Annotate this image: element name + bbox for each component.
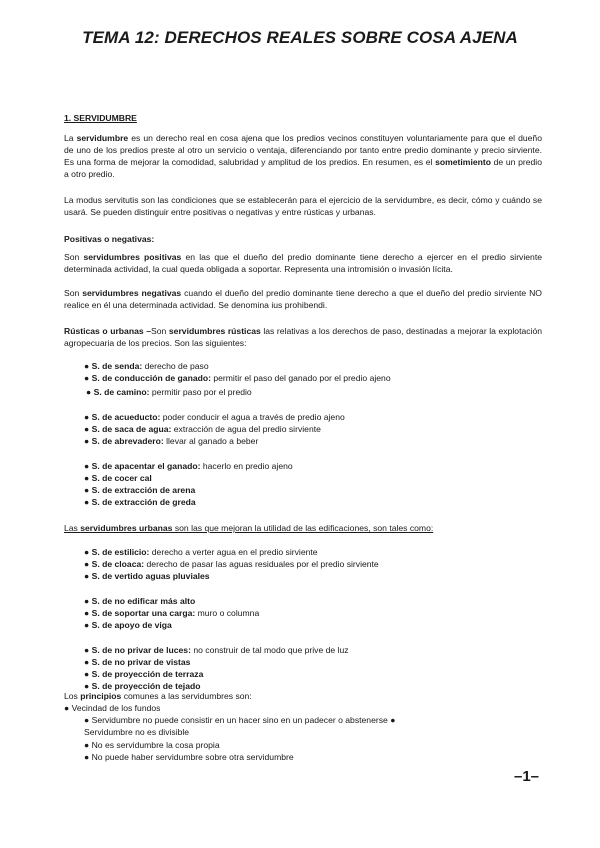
list-item: ● S. de soportar una carga: muro o columna [84,608,260,618]
list-item: ● S. de cloaca: derecho de pasar las aguas residuales por el predio sirviente [84,559,379,569]
list-item: ● S. de acueducto: poder conducir el agua a través de predio ajeno [84,412,345,422]
page-number: –1– [514,768,540,785]
intro-paragraph-1: La servidumbre es un derecho real en cosa ajena que los predios vecinos constituyen voluntariamente para que el dueño de uno de los predios preste al otro un servicio o ventaja, diferenciando por tanto entre predio dominante y precio sirviente. Es una forma de mejorar la comodidad, salubridad y amplitud de los predios. En resumen, es el sometimiento de un predio a otro predio. [64,133,542,179]
list-item: ● S. de no edificar más alto [84,596,196,606]
rusticas-urbanas-paragraph: Rústicas o urbanas –Son servidumbres rústicas las relativas a los derechos de paso, destinadas a mejorar la explotación agropecuaria de los precios. Son las siguientes: [64,326,543,348]
list-item: ● S. de apacentar el ganado: hacerlo en predio ajeno [84,461,293,471]
page-title: TEMA 12: DERECHOS REALES SOBRE COSA AJENA [82,28,518,47]
list-item: ● S. de cocer cal [84,473,152,483]
urbanas-paragraph: Las servidumbres urbanas son las que mejoran la utilidad de las edificaciones, son tales como: [64,523,434,533]
positivas-paragraph: Son servidumbres positivas en las que el dueño del predio dominante tiene derecho a ejercer en el predio sirviente determinada actividad, la cual queda obligada a soportar. Representa una intromisión o invasión lícita. [64,252,542,274]
list-item: ● S. de estilicio: derecho a verter agua en el predio sirviente [84,547,318,557]
list-item: ● S. de abrevadero: llevar al ganado a beber [84,436,259,446]
list-item: ● S. de apoyo de viga [84,620,172,630]
list-item: ● S. de proyección de tejado [84,681,201,691]
list-item: ● S. de camino: permitir paso por el predio [86,387,252,397]
list-item: Servidumbre no es divisible [84,727,190,737]
intro-paragraph-2: La modus servitutis son las condiciones que se establecerán para el ejercicio de la servidumbre, es decir, cómo y cuándo se usará. Se pueden distinguir entre positivas o negativas y entre rústicas y urbanas. [64,195,542,217]
list-item: ● S. de no privar de vistas [84,657,191,667]
list-item: ● Vecindad de los fundos [64,703,161,713]
list-item: ● S. de conducción de ganado: permitir el paso del ganado por el predio ajeno [84,373,391,383]
list-item: ● No es servidumbre la cosa propia [84,740,220,750]
list-item: ● S. de proyección de terraza [84,669,204,679]
list-item: ● No puede haber servidumbre sobre otra servidumbre [84,752,294,762]
list-item: ● S. de saca de agua: extracción de agua del predio sirviente [84,424,321,434]
positivas-negativas-heading: Positivas o negativas: [64,234,155,244]
list-item: ● S. de no privar de luces: no construir de tal modo que prive de luz [84,645,349,655]
list-item: ● S. de senda: derecho de paso [84,361,209,371]
negativas-paragraph: Son servidumbres negativas cuando el dueño del predio dominante tiene derecho a que el dueño del predio sirviente NO realice en él una determinada actividad. Se denomina ius prohibendi. [64,288,542,310]
list-item: ● S. de vertido aguas pluviales [84,571,210,581]
list-item: ● Servidumbre no puede consistir en un hacer sino en un padecer o abstenerse ● [84,715,396,725]
section-heading-servidumbre: 1. SERVIDUMBRE [64,113,137,123]
principios-paragraph: Los principios comunes a las servidumbres son: [64,691,252,701]
list-item: ● S. de extracción de arena [84,485,196,495]
list-item: ● S. de extracción de greda [84,497,196,507]
